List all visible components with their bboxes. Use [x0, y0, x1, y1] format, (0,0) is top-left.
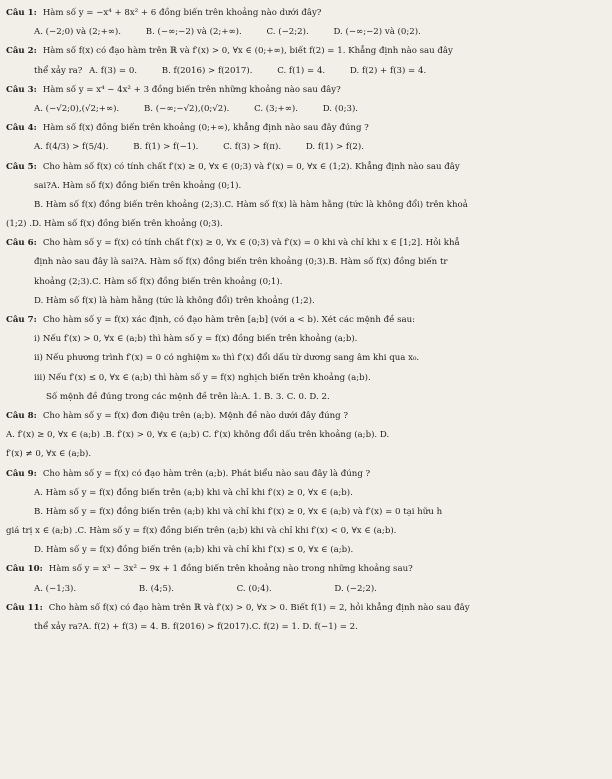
question-label: Câu 6: [6, 238, 37, 249]
question-10-stem [6, 560, 606, 579]
option-b: B. (4;5). [138, 583, 174, 594]
question-label: Câu 9: [6, 468, 37, 479]
question-text: Cho hàm số y = f(x) xác định, có đạo hàm trên [a;b] (với a < b). Xét các mệnh đề sau: [42, 315, 416, 325]
option-c: C. f(1) = 4. [277, 65, 326, 76]
question-text: Cho hàm số f(x) có tính chất f′(x) ≥ 0, ∀x ∈ (0;3) và f′(x) = 0, ∀x ∈ (1;2). Khẳng định nào sau đây [42, 161, 460, 172]
question-5-line: sai?A. Hàm số f(x) đồng biến trên khoảng (0;1). [34, 180, 242, 191]
question-3-stem [6, 81, 606, 100]
question-2-options [6, 62, 606, 81]
question-label: Câu 1: [6, 8, 37, 18]
question-label: Câu 8: [6, 410, 37, 421]
question-4-options [6, 138, 606, 157]
question-8-line: A. f′(x) ≥ 0, ∀x ∈ (a;b) .B. f′(x) > 0, ∀x ∈ (a;b) C. f′(x) không đổi dấu trên khoảng (a;b). D. [6, 430, 390, 441]
question-text: Hàm số y = x⁴ − 4x² + 3 đồng biến trên những khoảng nào sau đây? [42, 84, 341, 95]
question-label: Câu 5: [6, 161, 37, 172]
question-6-line: khoảng (2;3).C. Hàm số f(x) đồng biến trên khoảng (0;1). [34, 276, 283, 287]
question-text: Hàm số y = −x⁴ + 8x² + 6 đồng biến trên khoảng nào dưới đây? [42, 8, 322, 18]
option-b: B. f(1) > f(−1). [133, 142, 199, 153]
question-5-line: B. Hàm số f(x) đồng biến trên khoảng (2;3).C. Hàm số f(x) là hàm hằng (tức là không đổi) trên khoả [34, 199, 468, 210]
question-label: Câu 2: [6, 46, 37, 57]
option-a: A. f(4/3) > f(5/4). [34, 142, 109, 153]
option-b: B. f(2016) > f(2017). [161, 65, 253, 76]
question-5-line: (1;2) .D. Hàm số f(x) đồng biến trên khoảng (0;3). [6, 219, 223, 230]
question-6-line: D. Hàm số f(x) là hàm hằng (tức là không đổi) trên khoảng (1;2). [34, 295, 315, 306]
question-5-stem [6, 158, 606, 177]
question-7-line: i) Nếu f′(x) > 0, ∀x ∈ (a;b) thì hàm số y = f(x) đồng biến trên khoảng (a;b). [34, 334, 358, 345]
question-7-line: ii) Nếu phương trình f′(x) = 0 có nghiệm x₀ thì f′(x) đổi dấu từ dương sang âm khi qua x₀. [34, 353, 420, 364]
question-9-line: A. Hàm số y = f(x) đồng biến trên (a;b) khi và chỉ khi f′(x) ≥ 0, ∀x ∈ (a;b). [34, 487, 353, 498]
question-11-line: thể xảy ra?A. f(2) + f(3) = 4. B. f(2016) > f(2017).C. f(2) = 1. D. f(−1) = 2. [34, 622, 358, 632]
question-text: Cho hàm số y = f(x) có đạo hàm trên (a;b). Phát biểu nào sau đây là đúng ? [42, 468, 371, 479]
question-9-line: D. Hàm số y = f(x) đồng biến trên (a;b) khi và chỉ khi f′(x) ≤ 0, ∀x ∈ (a;b). [34, 545, 354, 556]
question-label: Câu 10: [6, 564, 43, 575]
question-text: Hàm số f(x) có đạo hàm trên ℝ và f′(x) > 0, ∀x ∈ (0;+∞), biết f(2) = 1. Khẳng định nào sau đây [42, 46, 453, 57]
option-a: A. (−2;0) và (2;+∞). [34, 27, 122, 38]
question-9-line: B. Hàm số y = f(x) đồng biến trên (a;b) khi và chỉ khi f′(x) ≥ 0, ∀x ∈ (a;b) và f′(x) = 0 tại hữu h [34, 506, 443, 517]
option-a: A. (−1;3). [34, 583, 77, 594]
question-label: Câu 7: [6, 315, 37, 325]
question-text-continued: thể xảy ra? [34, 65, 83, 76]
option-d: D. f(2) + f(3) = 4. [349, 65, 427, 76]
question-4-stem [6, 119, 606, 138]
option-b: B. (−∞;−2) và (2;+∞). [145, 27, 242, 38]
question-9-stem [6, 465, 606, 484]
question-8-stem [6, 407, 606, 426]
question-9-line: giá trị x ∈ (a;b) .C. Hàm số y = f(x) đồng biến trên (a;b) khi và chỉ khi f′(x) < 0, ∀x ∈ (a;b). [6, 526, 397, 537]
option-c: C. f(3) > f(π). [223, 142, 282, 153]
option-d: D. (−2;2). [334, 583, 377, 594]
option-c: C. (0;4). [236, 583, 272, 594]
question-label: Câu 3: [6, 84, 37, 95]
question-1-stem [6, 4, 606, 23]
question-6-stem [6, 234, 606, 253]
question-label: Câu 4: [6, 123, 37, 134]
question-7-line: Số mệnh đề đúng trong các mệnh đề trên là:A. 1. B. 3. C. 0. D. 2. [46, 391, 330, 402]
question-11-stem [6, 599, 606, 618]
question-10-options [6, 580, 606, 599]
option-c: C. (−2;2). [266, 27, 309, 38]
question-7-line: iii) Nếu f′(x) ≤ 0, ∀x ∈ (a;b) thì hàm số y = f(x) nghịch biến trên khoảng (a;b). [34, 372, 371, 383]
question-text: Hàm số y = x³ − 3x² − 9x + 1 đồng biến trên khoảng nào trong những khoảng sau? [48, 564, 413, 575]
option-a: A. f(3) = 0. [89, 65, 138, 76]
option-d: D. (0;3). [322, 103, 359, 114]
question-6-line: định nào sau đây là sai?A. Hàm số f(x) đồng biến trên khoảng (0;3).B. Hàm số f(x) đồng biến tr [34, 257, 448, 268]
option-d: D. (−∞;−2) và (0;2). [333, 27, 421, 38]
question-1-options [6, 23, 606, 42]
question-8-line: f′(x) ≠ 0, ∀x ∈ (a;b). [6, 449, 92, 460]
option-c: C. (3;+∞). [254, 103, 298, 114]
option-d: D. f(1) > f(2). [305, 142, 364, 153]
question-2-stem [6, 42, 606, 61]
question-text: Hàm số f(x) đồng biến trên khoảng (0;+∞), khẳng định nào sau đây đúng ? [42, 123, 369, 134]
question-3-options [6, 100, 606, 119]
question-7-stem [6, 311, 606, 330]
question-text: Cho hàm số y = f(x) có tính chất f′(x) ≥ 0, ∀x ∈ (0;3) và f′(x) = 0 khi và chỉ khi x ∈ [1;2]. Hỏi khẳ [42, 238, 460, 249]
option-a: A. (−√2;0),(√2;+∞). [34, 103, 120, 114]
question-text: Cho hàm số y = f(x) đơn điệu trên (a;b). Mệnh đề nào dưới đây đúng ? [42, 410, 348, 421]
option-b: B. (−∞;−√2),(0;√2). [143, 103, 230, 114]
worksheet-page [6, 4, 606, 771]
question-text: Cho hàm số f(x) có đạo hàm trên ℝ và f′(x) > 0, ∀x > 0. Biết f(1) = 2, hỏi khẳng định nào sau đây [48, 602, 470, 613]
question-label: Câu 11: [6, 602, 43, 613]
